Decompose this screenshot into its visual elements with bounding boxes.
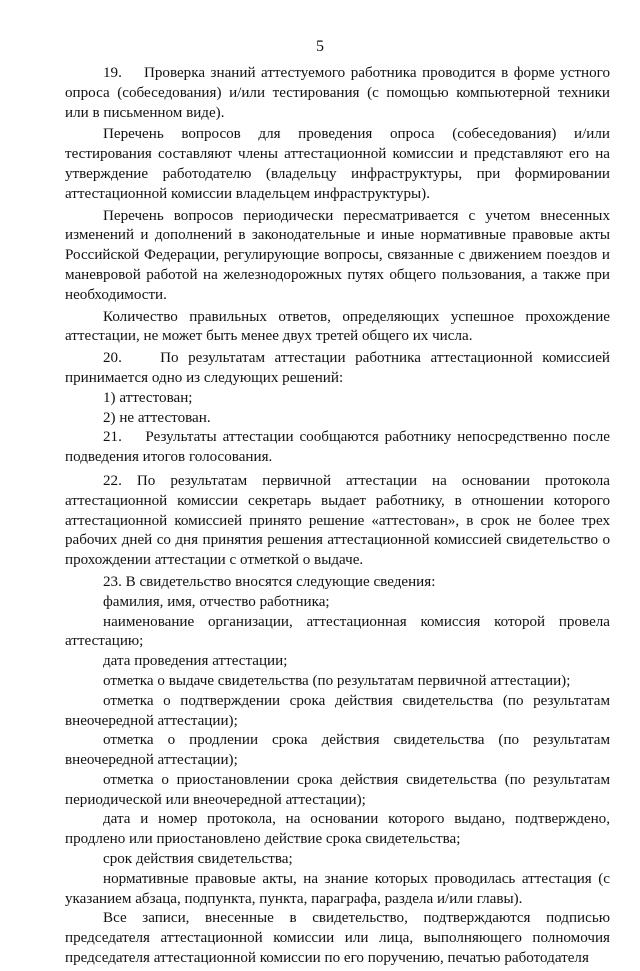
list-item: срок действия свидетельства;: [103, 851, 293, 868]
decision-option-1: 1) аттестован;: [103, 389, 193, 406]
list-item: наименование организации, аттестационная комиссия которой провела аттестацию;: [65, 613, 610, 650]
list-item: отметка о выдаче свидетельства (по результатам первичной аттестации);: [103, 672, 571, 689]
list-item: дата проведения аттестации;: [103, 653, 288, 670]
paragraph-question-list: Перечень вопросов для проведения опроса (собеседования) и/или тестирования составляют члены аттестационной комиссии и представляют его на утверждение работодателю (владельцу инфраструктуры, при формировании аттестационной комиссии владельцем инфраструктуры).: [65, 126, 610, 202]
document-body: [65, 64, 610, 971]
paragraph-21: 21. Результаты аттестации сообщаются работнику непосредственно после подведения итогов голосования.: [65, 429, 610, 466]
page-number: 5: [316, 38, 324, 55]
paragraph-signature: Все записи, внесенные в свидетельство, подтверждаются подписью председателя аттестационной комиссии или лица, выполняющего полномочия председателя аттестационной комиссии по его поручению, печатью работодателя: [65, 910, 610, 967]
paragraph-22: 22. По результатам первичной аттестации на основании протокола аттестационной комиссии секретарь выдает работнику, в отношении которого аттестационной комиссией принято решение «аттестован», в срок не более трех рабочих дней со дня принятия решения аттестационной комиссией свидетельство о прохождении аттестации с отметкой о выдаче.: [65, 472, 610, 569]
paragraph-correct-answers: Количество правильных ответов, определяющих успешное прохождение аттестации, не может быть менее двух третей общего их числа.: [65, 308, 610, 345]
paragraph-20: 20. По результатам аттестации работника аттестационной комиссией принимается одно из следующих решений:: [65, 350, 610, 386]
list-item: отметка о продлении срока действия свидетельства (по результатам внеочередной аттестации);: [65, 732, 610, 769]
list-item: отметка о подтверждении срока действия свидетельства (по результатам внеочередной аттестации);: [65, 692, 610, 729]
list-item: нормативные правовые акты, на знание которых проводилась аттестация (с указанием абзаца, подпункта, пункта, параграфа, раздела и/или главы).: [65, 870, 610, 907]
paragraph-23: 23. В свидетельство вносятся следующие сведения:: [103, 573, 436, 590]
decision-option-2: 2) не аттестован.: [103, 409, 211, 426]
paragraph-19: 19. Проверка знаний аттестуемого работника проводится в форме устного опроса (собеседования) и/или тестирования (с помощью компьютерной техники или в письменном виде).: [65, 65, 610, 121]
list-item: дата и номер протокола, на основании которого выдано, подтверждено, продлено или приостановлено действие срока свидетельства;: [65, 811, 610, 848]
list-item: отметка о приостановлении срока действия свидетельства (по результатам периодической или внеочередной аттестации);: [65, 771, 610, 808]
paragraph-question-review: Перечень вопросов периодически пересматривается с учетом внесенных изменений и дополнений в законодательные и иные нормативные правовые акты Российской Федерации, регулирующие вопросы, связанные с движением поездов и маневровой работой на железнодорожных путях общего пользования, а также при необходимости.: [65, 207, 610, 303]
list-item: фамилия, имя, отчество работника;: [103, 593, 330, 610]
